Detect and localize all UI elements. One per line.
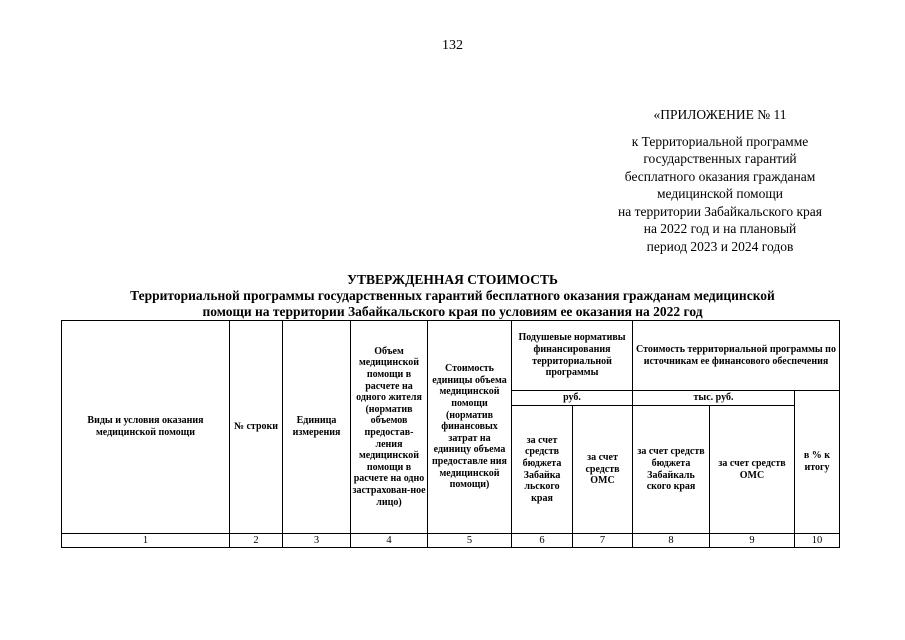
title-line-3: помощи на территории Забайкальского края по условиям ее оказания на 2022 год — [202, 304, 703, 319]
header-program-cost: Стоимость территориальной программы по источникам ее финансового обеспечения — [633, 321, 840, 391]
column-number: 5 — [428, 534, 512, 548]
title-line-2: Территориальной программы государственных гарантий бесплатного оказания гражданам медицинской — [130, 288, 775, 303]
document-title — [60, 272, 845, 320]
column-number: 2 — [230, 534, 283, 548]
header-unit-cost: Стоимость единицы объема медицинской помощи (норматив финансовых затрат на единицу объема предоставле ния медицинской помощи) — [428, 321, 512, 534]
column-number: 6 — [512, 534, 573, 548]
header-volume: Объем медицинской помощи в расчете на одного жителя (норматив объемов предостав-ления медицинской помощи в расчете на одно застрахован-ное лицо) — [351, 321, 428, 534]
header-budget-thous: за счет средств бюджета Забайкаль ского края — [633, 406, 710, 534]
column-number: 8 — [633, 534, 710, 548]
page-number: 132 — [442, 38, 463, 53]
title-line-1: УТВЕРЖДЕННАЯ СТОИМОСТЬ — [347, 272, 558, 287]
column-number: 9 — [710, 534, 795, 548]
appendix-line: на 2022 год и на плановый — [643, 221, 797, 236]
appendix-title: «ПРИЛОЖЕНИЕ № 11 — [653, 107, 787, 122]
header-row-number: № строки — [230, 321, 283, 534]
header-rub: руб. — [512, 391, 633, 406]
appendix-line: период 2023 и 2024 годов — [646, 238, 794, 254]
header-percent: в % к итогу — [795, 391, 840, 534]
column-number: 10 — [795, 534, 840, 548]
header-budget-rub: за счет средств бюджета Забайка льского края — [512, 406, 573, 534]
cost-table — [61, 320, 840, 548]
appendix-line: медицинской помощи — [657, 186, 783, 201]
column-number: 4 — [351, 534, 428, 548]
header-oms-rub: за счет средств ОМС — [573, 406, 633, 534]
header-per-capita: Подушевые нормативы финансирования территориальной программы — [512, 321, 633, 391]
header-unit: Единица измерения — [283, 321, 351, 534]
appendix-line: бесплатного оказания гражданам — [624, 168, 816, 184]
column-number-row — [62, 534, 840, 548]
appendix-line: к Территориальной программе — [631, 133, 809, 149]
header-thous-rub: тыс. руб. — [633, 391, 795, 406]
column-number: 1 — [62, 534, 230, 548]
appendix-line: государственных гарантий — [643, 151, 797, 166]
column-number: 3 — [283, 534, 351, 548]
header-types: Виды и условия оказания медицинской помощи — [62, 321, 230, 534]
appendix-block — [600, 106, 840, 255]
header-oms-thous: за счет средств ОМС — [710, 406, 795, 534]
appendix-line: на территории Забайкальского края — [618, 203, 822, 219]
column-number: 7 — [573, 534, 633, 548]
